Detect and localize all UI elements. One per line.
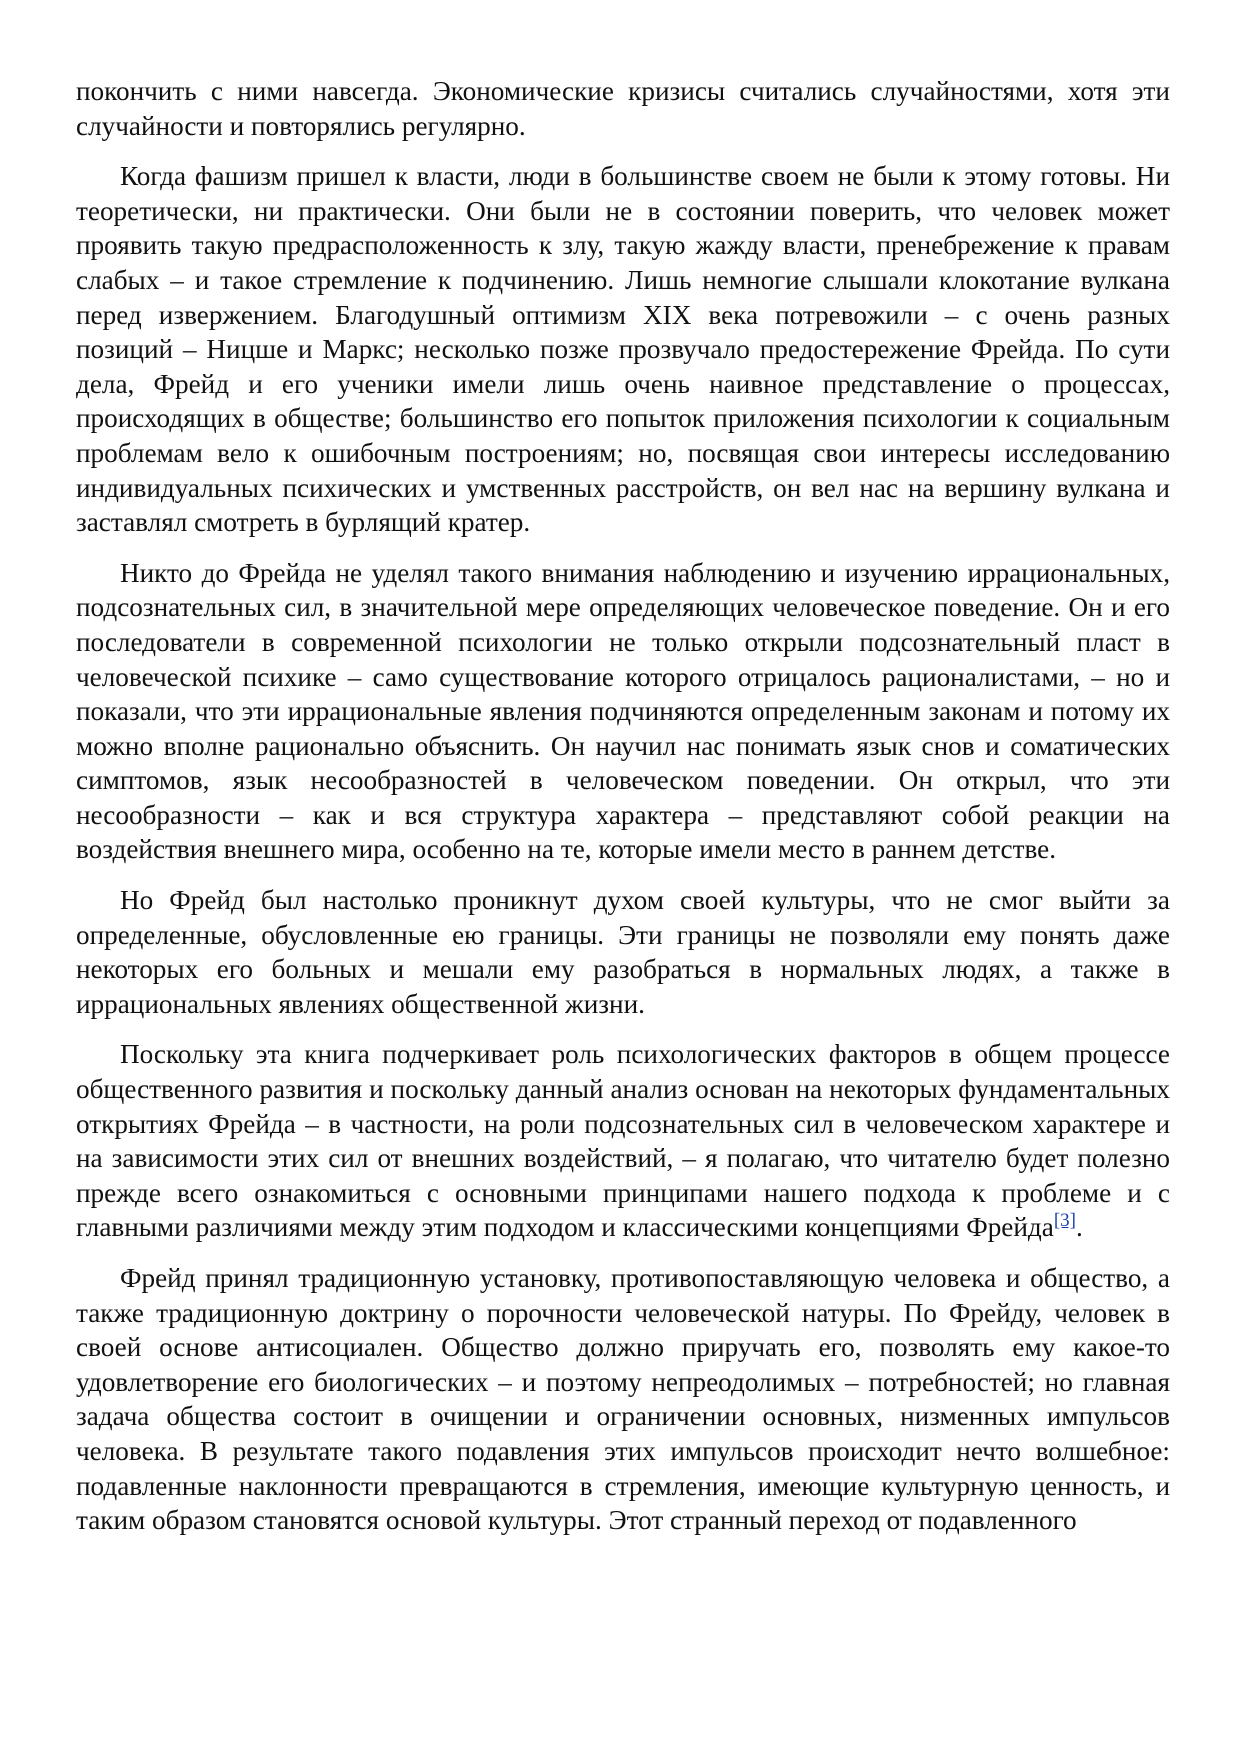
paragraph-3 — [76, 556, 1170, 867]
paragraph-6-text: Фрейд принял традиционную установку, противопоставляющую человека и общество, а также традиционную доктрину о порочности человеческой натуры. По Фрейду, человек в своей основе антисоциален. Общество должно приручать его, позволять ему какое-то удовлетворение его биологических – и поэтому непреодолимых – потребностей; но главная задача общества состоит в очищении и ограничении основных, низменных импульсов человека. В результате такого подавления этих импульсов происходит нечто волшебное: подавленные наклонности превращаются в стремления, имеющие культурную ценность, и таким образом становятся основой культуры. Этот странный переход от подавленного — [76, 1263, 1170, 1536]
paragraph-4 — [76, 883, 1170, 1021]
paragraph-4-text: Но Фрейд был настолько проникнут духом своей культуры, что не смог выйти за определенные, обусловленные ею границы. Эти границы не позволяли ему понять даже некоторых его больных и мешали ему разобраться в нормальных людях, а также в иррациональных явлениях общественной жизни. — [76, 885, 1170, 1019]
paragraph-6 — [76, 1261, 1170, 1538]
paragraph-3-text: Никто до Фрейда не уделял такого внимания наблюдению и изучению иррациональных, подсознательных сил, в значительной мере определяющих человеческое поведение. Он и его последователи в современной психологии не только открыли подсознательный пласт в человеческой психике – само существование которого отрицалось рационалистами, – но и показали, что эти иррациональные явления подчиняются определенным законам и потому их можно вполне рационально объяснить. Он научил нас понимать язык снов и соматических симптомов, язык несообразностей в человеческом поведении. Он открыл, что эти несообразности – как и вся структура характера – представляют собой реакции на воздействия внешнего мира, особенно на те, которые имели место в раннем детстве. — [76, 557, 1170, 865]
paragraph-1-text: покончить с ними навсегда. Экономические кризисы считались случайностями, хотя эти случайности и повторялись регулярно. — [76, 76, 1170, 141]
paragraph-5-text: Поскольку эта книга подчеркивает роль психологических факторов в общем процессе общественного развития и поскольку данный анализ основан на некоторых фундаментальных открытиях Фрейда – в частности, на роли подсознательных сил в человеческом характере и на зависимости этих сил от внешних воздействий, – я полагаю, что читателю будет полезно прежде всего ознакомиться с основными принципами нашего подхода к проблеме и с главными различиями между этим подходом и классическими концепциями Фрейда — [76, 1039, 1170, 1243]
paragraph-5-tail: . — [1075, 1212, 1083, 1243]
paragraph-2 — [76, 159, 1170, 540]
paragraph-1 — [76, 74, 1170, 143]
paragraph-5 — [76, 1037, 1170, 1245]
footnote-link-3[interactable]: [3] — [1053, 1210, 1076, 1232]
paragraph-2-text: Когда фашизм пришел к власти, люди в большинстве своем не были к этому готовы. Ни теоретически, ни практически. Они были не в состоянии поверить, что человек может проявить такую предрасположенность к злу, такую жажду власти, пренебрежение к правам слабых – и такое стремление к подчинению. Лишь немногие слышали клокотание вулкана перед извержением. Благодушный оптимизм XIX века потревожили – с очень разных позиций – Ницше и Маркс; несколько позже прозвучало предостережение Фрейда. По сути дела, Фрейд и его ученики имели лишь очень наивное представление о процессах, происходящих в обществе; большинство его попыток приложения психологии к социальным проблемам вело к ошибочным построениям; но, посвящая свои интересы исследованию индивидуальных психических и умственных расстройств, он вел нас на вершину вулкана и заставлял смотреть в бурлящий кратер. — [76, 161, 1170, 538]
document-page — [76, 74, 1170, 1554]
